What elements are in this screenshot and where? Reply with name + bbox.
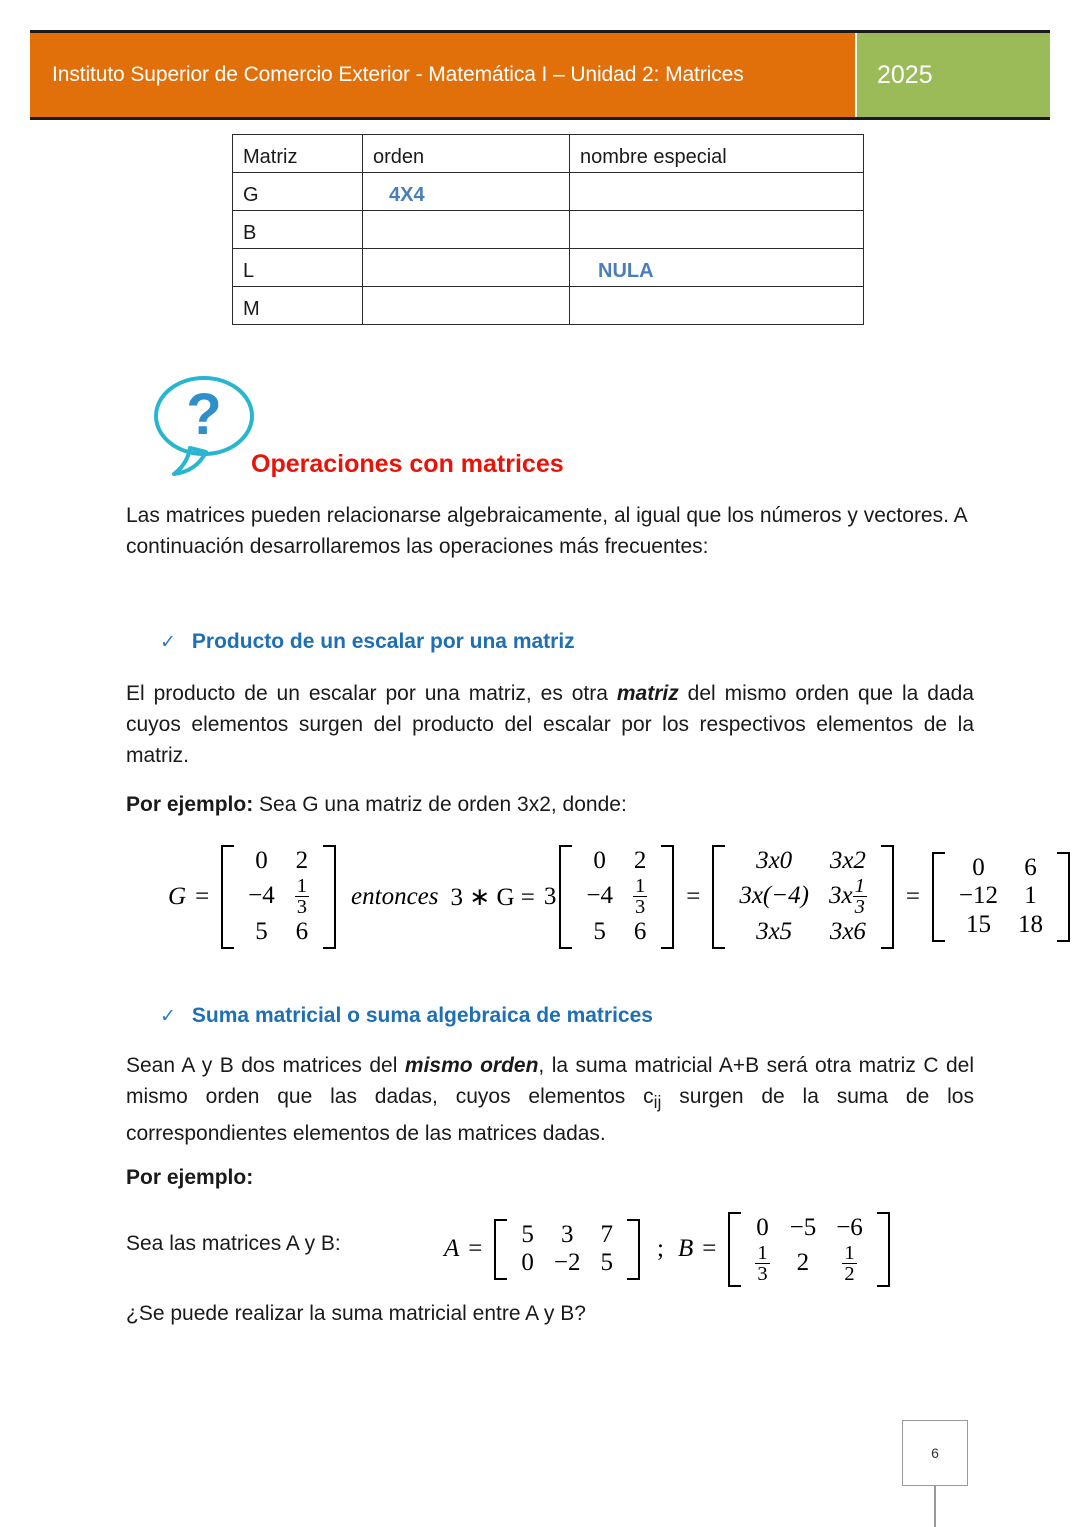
matrix-g-repeat-cell: −4 bbox=[586, 882, 613, 910]
bracket-right bbox=[661, 845, 674, 949]
bracket-left bbox=[494, 1219, 507, 1281]
matrix-expanded-cell: 3x5 bbox=[756, 917, 793, 945]
cell-matriz-b: B bbox=[233, 211, 363, 249]
equation-scalar-expression: 3 ∗ G = bbox=[450, 883, 535, 911]
header-title-bar bbox=[30, 33, 855, 117]
heading-suma-matricial-label: Suma matricial o suma algebraica de matrices bbox=[191, 1004, 653, 1027]
matrix-b-label: B bbox=[677, 1235, 694, 1263]
column-header-nombre-especial: nombre especial bbox=[570, 135, 864, 173]
suma-paragraph bbox=[126, 1050, 974, 1149]
cell-orden-m[interactable] bbox=[363, 287, 570, 325]
matrix-expanded-grid bbox=[725, 845, 880, 949]
matrix-g-cell: −4 bbox=[248, 882, 275, 910]
matrix-g-repeat-cell: 0 bbox=[593, 847, 606, 874]
equation-entonces: entonces bbox=[351, 882, 439, 910]
suma-text-bold: mismo orden bbox=[404, 1054, 539, 1077]
matrix-a-cell: 3 bbox=[560, 1220, 574, 1248]
matrix-a-cell: 7 bbox=[600, 1220, 613, 1248]
matrix-result bbox=[932, 852, 1070, 942]
bracket-right bbox=[627, 1219, 640, 1281]
bracket-left bbox=[932, 852, 945, 942]
matrices-a-b-equation bbox=[444, 1212, 893, 1287]
matrix-result-cell: 1 bbox=[1024, 882, 1037, 910]
equation-equals-2: = bbox=[686, 882, 701, 910]
cell-orden-b[interactable] bbox=[363, 211, 570, 249]
cell-matriz-l: L bbox=[233, 249, 363, 287]
cell-matriz-g: G bbox=[233, 173, 363, 211]
matrix-g-cell: 5 bbox=[255, 917, 268, 945]
page-number: 6 bbox=[931, 1445, 939, 1461]
producto-escalar-text-1: El producto de un escalar por una matriz, es otra bbox=[126, 682, 617, 705]
column-header-orden: orden bbox=[363, 135, 570, 173]
matrix-g-grid bbox=[234, 845, 323, 949]
sea-matrices-label: Sea las matrices A y B: bbox=[126, 1232, 341, 1255]
matrix-a-equals: = bbox=[468, 1235, 483, 1263]
cell-orden-l[interactable] bbox=[363, 249, 570, 287]
matrix-expanded-cell-fraction: 3x $\frac{1}{3}$ bbox=[828, 874, 865, 919]
matrix-expanded-cell: 3x(−4) bbox=[739, 882, 809, 910]
scalar-product-equation bbox=[168, 845, 1073, 949]
matrix-g bbox=[221, 845, 336, 949]
matrix-b-cell: −5 bbox=[789, 1214, 817, 1241]
matrix-g-repeat-cell: 6 bbox=[633, 917, 647, 945]
equation-g-label: G bbox=[168, 882, 187, 910]
table-row bbox=[233, 173, 864, 211]
producto-escalar-text-2: del mismo orden que la dada cuyos elementos surgen del producto del escalar por los respectivos elementos de la matriz. bbox=[126, 682, 974, 767]
matrix-b-cell-fraction: $\frac{1}{2}$ bbox=[844, 1241, 855, 1286]
matrix-result-grid bbox=[945, 852, 1057, 942]
page-number-tail-line bbox=[934, 1486, 936, 1527]
column-header-matriz: Matriz bbox=[233, 135, 363, 173]
heading-suma-matricial bbox=[160, 1004, 653, 1028]
matrix-exercise-table bbox=[232, 134, 864, 325]
check-icon: ✓ bbox=[160, 632, 176, 653]
matrix-a-cell: −2 bbox=[553, 1249, 581, 1277]
matrix-expanded-cell: 3x6 bbox=[829, 917, 866, 945]
suma-example-label-line bbox=[126, 1162, 253, 1193]
bracket-right bbox=[323, 845, 336, 949]
bracket-left bbox=[559, 845, 572, 949]
matrix-result-cell: 6 bbox=[1024, 853, 1037, 881]
cell-nombre-b[interactable] bbox=[570, 211, 864, 249]
matrix-result-cell: 0 bbox=[972, 853, 985, 881]
intro-paragraph: Las matrices pueden relacionarse algebraicamente, al igual que los números y vectores. A continuación desarrollaremos las operaciones más frecuentes: bbox=[126, 504, 967, 558]
bracket-left bbox=[728, 1212, 741, 1287]
cell-nombre-l[interactable]: NULA bbox=[570, 249, 864, 287]
cell-orden-g[interactable]: 4X4 bbox=[363, 173, 570, 211]
matrix-expanded-cell: 3x2 bbox=[829, 847, 866, 874]
bracket-right bbox=[1057, 852, 1070, 942]
example-label: Por ejemplo: bbox=[126, 1166, 254, 1189]
matrix-a-cell: 0 bbox=[521, 1249, 534, 1277]
section-title: Operaciones con matrices bbox=[251, 450, 564, 478]
suma-text-subscript: ij bbox=[653, 1092, 662, 1113]
matrix-a-label: A bbox=[444, 1235, 460, 1263]
matrix-g-cell: 2 bbox=[295, 847, 309, 874]
header-title: Instituto Superior de Comercio Exterior - Matemática I – Unidad 2: Matrices bbox=[52, 63, 744, 86]
page-header bbox=[30, 30, 1050, 120]
matrix-g-repeat bbox=[559, 845, 674, 949]
header-year-bar bbox=[855, 33, 1050, 117]
matrix-b-cell-fraction: $\frac{1}{3}$ bbox=[757, 1241, 768, 1286]
matrix-a-grid bbox=[507, 1219, 627, 1281]
matrix-a bbox=[494, 1219, 640, 1281]
matrix-b bbox=[728, 1212, 889, 1287]
bracket-left bbox=[221, 845, 234, 949]
matrix-g-cell: 6 bbox=[295, 917, 309, 945]
matrix-b-equals: = bbox=[702, 1235, 717, 1263]
example-text: Sea G una matriz de orden 3x2, donde: bbox=[253, 793, 627, 816]
suma-question: ¿Se puede realizar la suma matricial entre A y B? bbox=[126, 1302, 586, 1325]
heading-producto-escalar bbox=[160, 630, 575, 654]
matrices-separator: ; bbox=[657, 1235, 664, 1263]
matrix-a-cell: 5 bbox=[600, 1249, 613, 1277]
equation-scalar-value: 3 bbox=[543, 882, 557, 910]
matrix-g-repeat-cell: 2 bbox=[633, 847, 647, 874]
matrix-a-cell: 5 bbox=[521, 1220, 534, 1248]
matrix-g-cell: 0 bbox=[255, 847, 268, 874]
matrix-g-repeat-grid bbox=[572, 845, 661, 949]
matrix-result-cell: 15 bbox=[965, 911, 991, 939]
section-header-block bbox=[146, 372, 666, 482]
equation-equals-1: = bbox=[195, 882, 210, 910]
matrix-expanded bbox=[712, 845, 893, 949]
header-year: 2025 bbox=[877, 60, 933, 89]
table-header-row bbox=[233, 135, 864, 173]
producto-escalar-text-bold: matriz bbox=[616, 682, 679, 705]
table-row bbox=[233, 287, 864, 325]
matrix-b-cell: −6 bbox=[836, 1214, 863, 1241]
matrix-b-grid bbox=[741, 1212, 876, 1287]
page-number-box bbox=[902, 1420, 968, 1486]
matrix-expanded-cell: 3x0 bbox=[756, 847, 793, 874]
matrix-b-cell: 0 bbox=[756, 1214, 769, 1241]
matrix-g-repeat-cell: 5 bbox=[593, 917, 606, 945]
suma-text-2: , la suma matricial A+B será otra matriz C del mismo orden que las dadas, cuyos elementos c bbox=[126, 1054, 975, 1108]
matrix-b-cell: 2 bbox=[796, 1249, 810, 1277]
example-label: Por ejemplo: bbox=[126, 793, 254, 816]
bracket-left bbox=[712, 845, 725, 949]
cell-matriz-m: M bbox=[233, 287, 363, 325]
cell-nombre-m[interactable] bbox=[570, 287, 864, 325]
matrix-result-cell: 18 bbox=[1018, 911, 1044, 939]
svg-text:?: ? bbox=[186, 382, 222, 447]
producto-escalar-paragraph bbox=[126, 678, 974, 771]
table-row bbox=[233, 211, 864, 249]
matrix-g-repeat-cell-fraction: $\frac{1}{3}$ bbox=[634, 874, 646, 919]
heading-producto-escalar-label: Producto de un escalar por una matriz bbox=[191, 630, 575, 653]
check-icon: ✓ bbox=[160, 1006, 176, 1027]
matrix-result-cell: −12 bbox=[958, 882, 999, 910]
bracket-right bbox=[877, 1212, 890, 1287]
suma-text-1: Sean A y B dos matrices del bbox=[126, 1054, 405, 1077]
matrix-g-cell-fraction: $\frac{1}{3}$ bbox=[296, 874, 308, 919]
table-row bbox=[233, 249, 864, 287]
producto-escalar-example-line bbox=[126, 789, 926, 820]
equation-equals-3: = bbox=[905, 882, 920, 910]
cell-nombre-g[interactable] bbox=[570, 173, 864, 211]
bracket-right bbox=[881, 845, 894, 949]
suma-text-3: surgen de la suma de los correspondientes elementos de las matrices dadas. bbox=[126, 1085, 974, 1146]
question-bubble-icon bbox=[146, 372, 266, 480]
